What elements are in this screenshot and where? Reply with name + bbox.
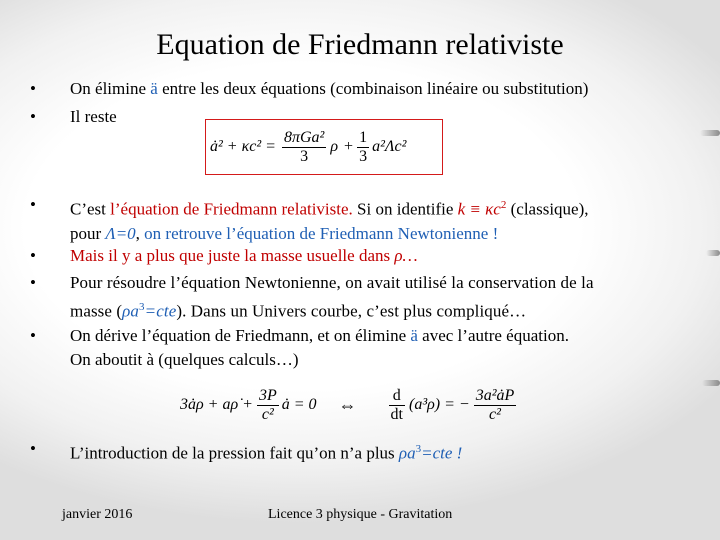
fraction: [257, 387, 279, 424]
symbol-a-ddot: ä: [410, 326, 418, 345]
decorative-streak: [700, 130, 720, 136]
equation-lhs: ȧ² + κc² =: [210, 138, 276, 155]
footer-course: Licence 3 physique - Gravitation: [268, 507, 453, 522]
bullet-text-6: [70, 324, 690, 372]
fraction: [474, 387, 517, 424]
fraction-denominator: c²: [489, 405, 501, 423]
fraction-numerator: 1: [359, 128, 368, 146]
highlight-text: on retrouve l’équation de Friedmann Newtonienne !: [144, 223, 499, 243]
superscript: 2: [500, 199, 507, 211]
fraction-denominator: dt: [390, 405, 403, 423]
text-segment: avec l’autre équation.: [417, 326, 569, 345]
slide-title: Equation de Friedmann relativiste: [156, 28, 564, 61]
fraction: [282, 129, 326, 166]
text-segment: C’est: [70, 199, 111, 219]
equation-part: (a³ρ) = −: [408, 396, 470, 413]
text-segment: ,: [135, 223, 145, 243]
equation-tail: a²Λc²: [372, 138, 407, 155]
symbol-a-ddot: ä: [150, 79, 158, 98]
text-segment: masse (: [70, 301, 123, 321]
bullet-icon: •: [30, 326, 36, 345]
highlight-symbol: ρa: [398, 443, 416, 463]
highlight-symbol: Λ=0: [105, 223, 136, 243]
superscript: 3: [139, 301, 145, 313]
text-segment: pour: [70, 223, 106, 243]
bullet-text-5: [70, 271, 690, 324]
text-segment: ). Dans un Univers courbe, c’est plus compliqué…: [176, 301, 527, 321]
text-segment: On élimine: [70, 79, 151, 98]
friedmann-equation: ȧ² + κc² = $\frac{\text{8πGa²}}{3}$ ρ + $\frac{1}{3}$ a²Λc²: [210, 128, 407, 165]
highlight-symbol: ρa: [122, 301, 140, 321]
decorative-streak: [702, 380, 720, 386]
superscript: 3: [415, 443, 422, 455]
bullet-text-7: [70, 437, 690, 466]
text-segment: Si on identifie: [352, 199, 458, 219]
text-segment: L’introduction de la pression fait qu’on n’a plus: [70, 443, 399, 463]
bullet-icon: •: [30, 246, 36, 265]
text-segment: (classique),: [506, 199, 589, 219]
equation-lhs: 3ȧρ + aρ̇ +: [180, 396, 253, 413]
fraction-numerator: 8πGa²: [283, 128, 325, 146]
text-segment: Mais il y a plus que juste la masse usuelle dans: [70, 246, 395, 265]
rho-symbol: ρ: [330, 138, 339, 155]
text-segment: Pour résoudre l’équation Newtonienne, on avait utilisé la conservation de la: [70, 273, 594, 292]
equivalence-arrow-icon: ⇔: [338, 394, 357, 415]
bullet-text-4: [70, 244, 690, 268]
rho-symbol: ρ…: [394, 246, 418, 265]
bullet-icon: •: [30, 439, 36, 458]
fraction: [328, 138, 340, 156]
fraction-numerator: 3a²ȧP: [475, 386, 515, 404]
equation-part: ȧ = 0: [281, 396, 317, 413]
bullet-icon: •: [30, 195, 36, 214]
fraction-numerator: 3P: [258, 386, 277, 404]
footer-date: janvier 2016: [62, 507, 133, 522]
bullet-icon: •: [30, 79, 36, 98]
fraction-denominator: 3: [300, 147, 309, 165]
text-segment: On aboutit à (quelques calculs…): [70, 350, 299, 369]
bullet-text-2: Il reste: [70, 107, 117, 126]
bullet-icon: •: [30, 107, 36, 126]
fraction-denominator: c²: [261, 405, 274, 423]
text-segment: On dérive l’équation de Friedmann, et on élimine: [70, 326, 411, 345]
bullet-text-3: [70, 193, 690, 246]
highlight-symbol: =cte: [144, 301, 177, 321]
highlight-text: l’équation de Friedmann relativiste.: [110, 199, 353, 219]
fraction-denominator: 3: [359, 147, 368, 165]
bullet-icon: •: [30, 273, 36, 292]
fraction: [357, 129, 369, 166]
decorative-streak: [706, 250, 720, 256]
highlight-symbol: =cte !: [421, 443, 463, 463]
continuity-equation: [180, 377, 516, 433]
highlight-symbol: k ≡ κc: [457, 199, 501, 219]
fraction-numerator: d: [389, 387, 405, 406]
text-segment: entre les deux équations (combinaison linéaire ou substitution): [157, 79, 589, 98]
derivative-operator: [389, 387, 405, 424]
bullet-text-1: [70, 77, 690, 101]
